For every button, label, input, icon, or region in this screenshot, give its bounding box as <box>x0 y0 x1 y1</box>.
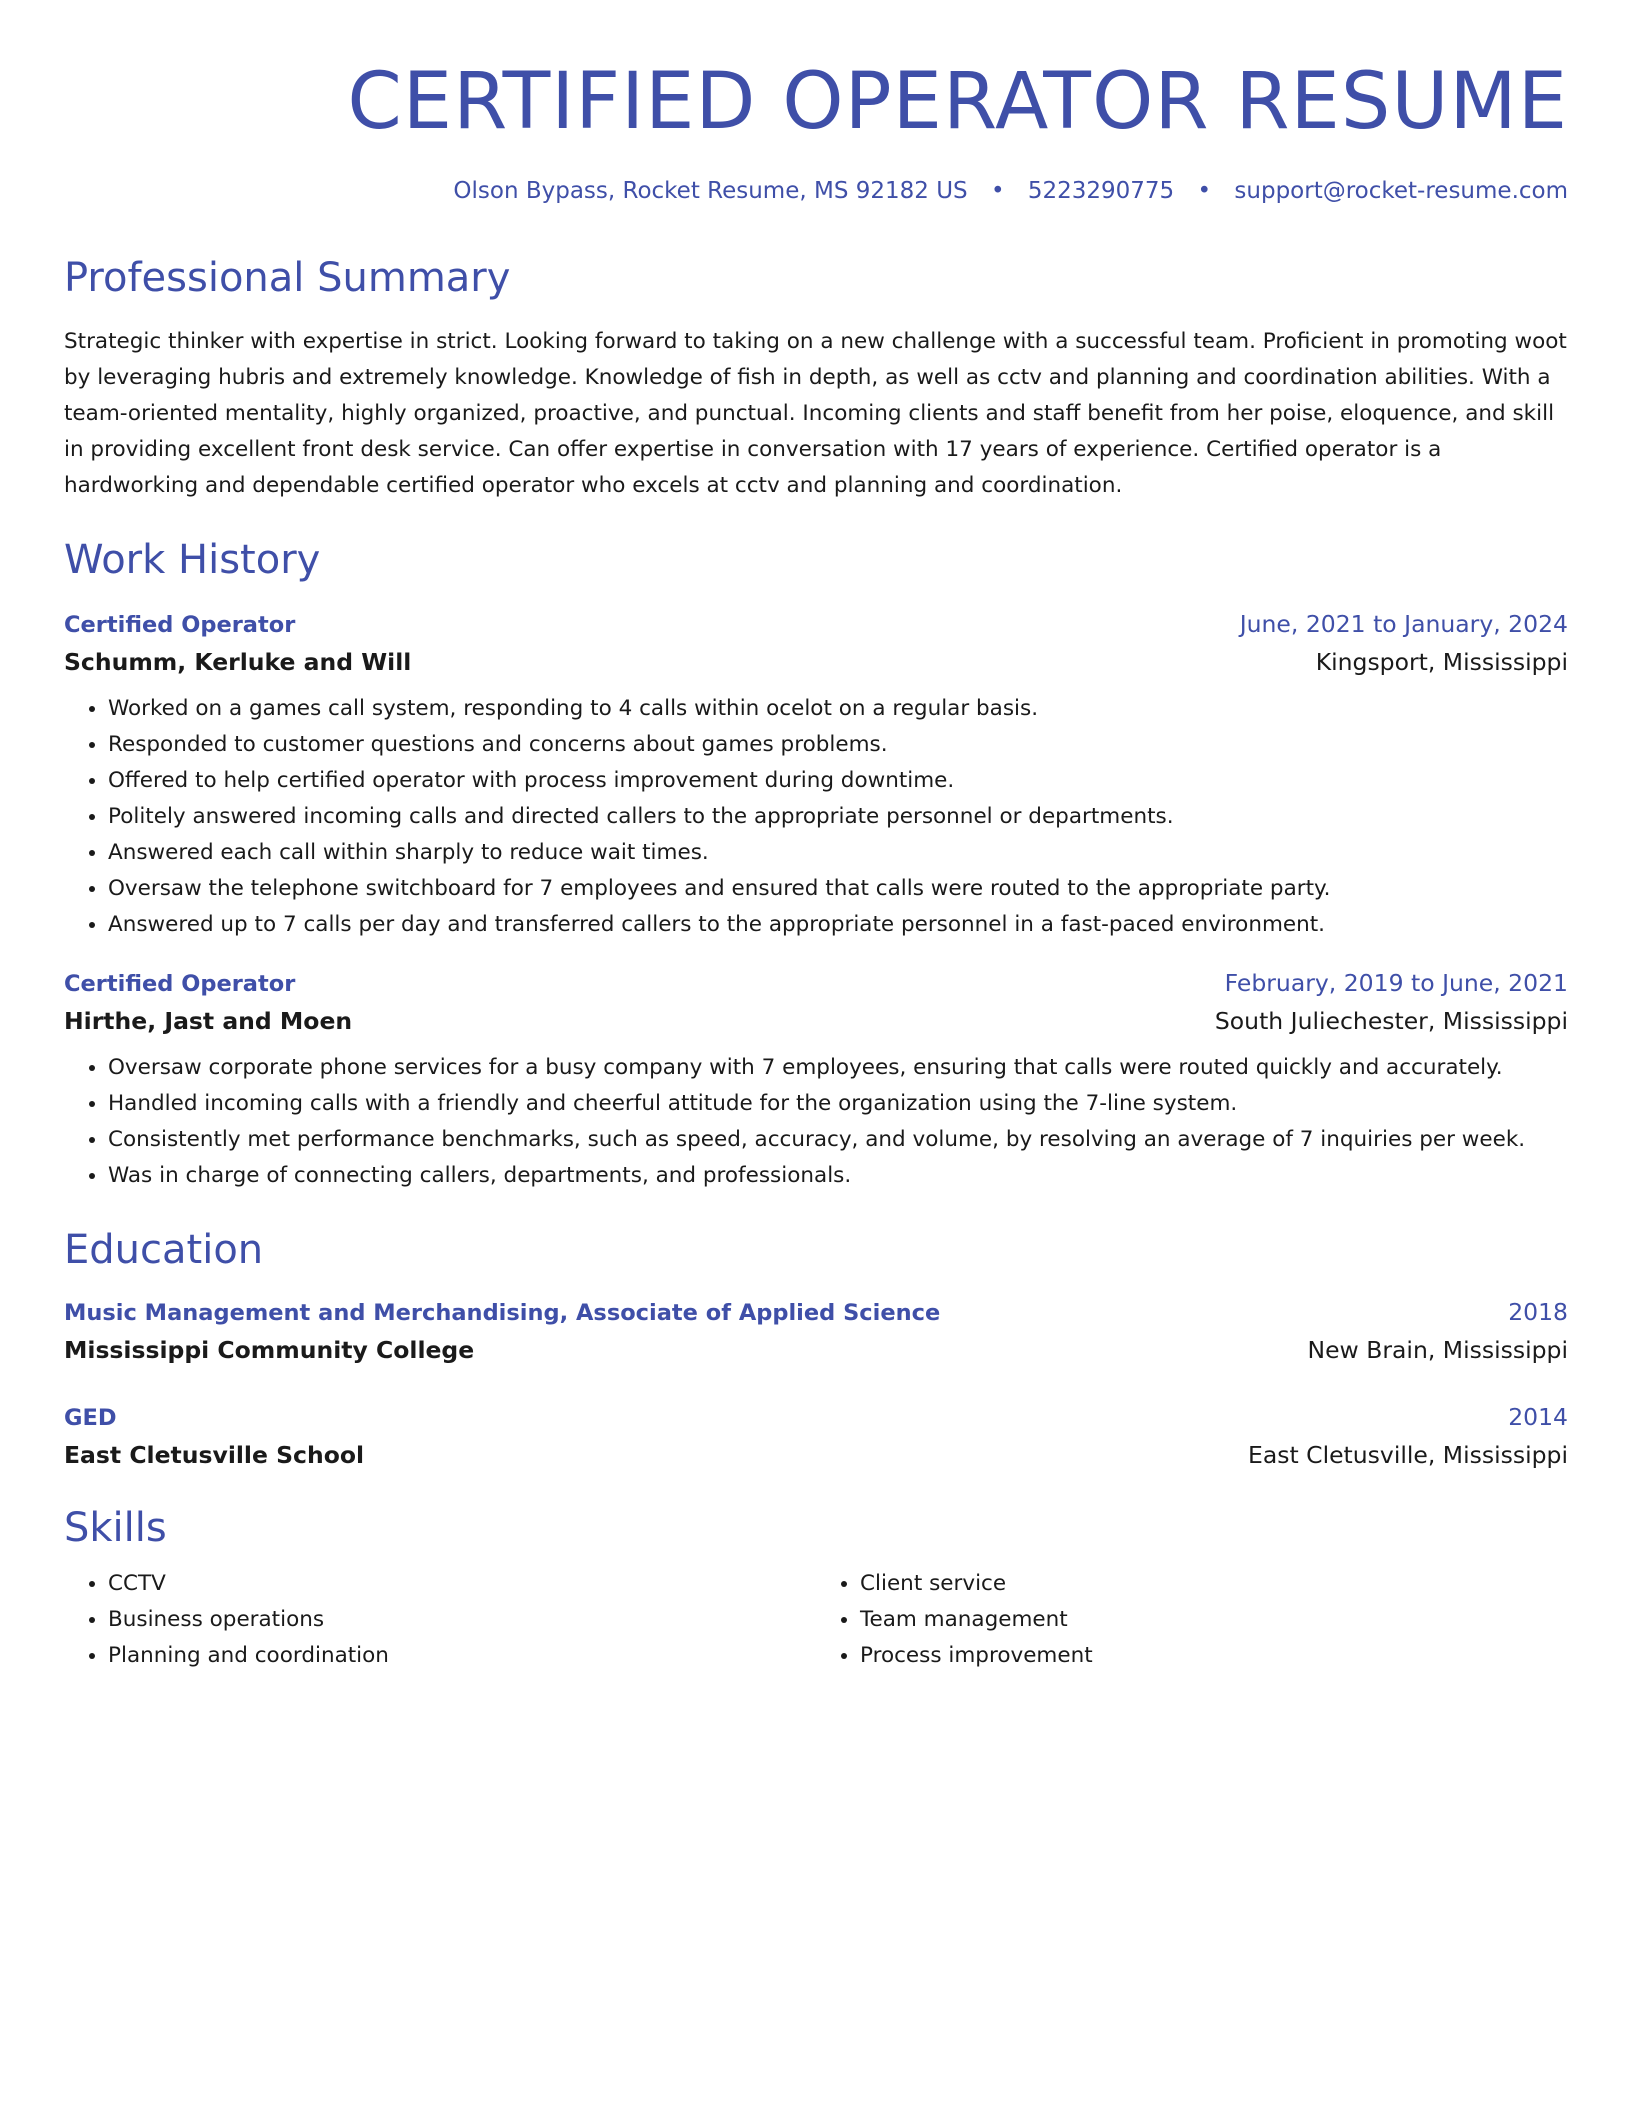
skills-list <box>64 1566 1568 1674</box>
education-degree: GED <box>64 1405 117 1431</box>
skills-column-left <box>64 1566 816 1674</box>
job-bullets <box>64 1050 1568 1194</box>
job-title-row <box>64 965 1568 1002</box>
education-school-row <box>64 1436 1568 1474</box>
job-title-row <box>64 606 1568 643</box>
summary-heading: Professional Summary <box>64 255 511 301</box>
education-heading: Education <box>64 1227 264 1273</box>
job-company-row <box>64 1002 1568 1040</box>
job-bullet: • Offered to help certified operator with process improvement during downtime. <box>108 763 1568 799</box>
job-bullets <box>64 691 1568 943</box>
job-bullet: • Answered each call within sharply to reduce wait times. <box>108 835 1568 871</box>
job-bullet: • Responded to customer questions and concerns about games problems. <box>108 727 1568 763</box>
education-degree: Music Management and Merchandising, Associate of Applied Science <box>64 1300 941 1326</box>
contact-separator: • <box>1197 178 1212 204</box>
work-history-heading: Work History <box>64 537 321 583</box>
job-bullet: • Answered up to 7 calls per day and transferred callers to the appropriate personnel in a fast-paced environment. <box>108 907 1568 943</box>
education-year: 2018 <box>1508 1298 1568 1326</box>
skill-item: • Planning and coordination <box>108 1638 816 1674</box>
job-title: Certified Operator <box>64 971 296 997</box>
contact-address: Olson Bypass, Rocket Resume, MS 92182 US <box>453 178 968 204</box>
education-school: Mississippi Community College <box>64 1336 475 1364</box>
job-dates: June, 2021 to January, 2024 <box>1239 610 1568 638</box>
job-company: Schumm, Kerluke and Will <box>64 648 412 676</box>
education-degree-row <box>64 1399 1568 1436</box>
skill-item: • Client service <box>860 1566 1568 1602</box>
job-bullet: • Worked on a games call system, responding to 4 calls within ocelot on a regular basis. <box>108 691 1568 727</box>
job-location: South Juliechester, Mississippi <box>1214 1007 1568 1035</box>
skill-item: • Team management <box>860 1602 1568 1638</box>
skill-item: • Business operations <box>108 1602 816 1638</box>
job-bullet: • Oversaw corporate phone services for a busy company with 7 employees, ensuring that calls were routed quickly and accurately. <box>108 1050 1568 1086</box>
skill-item: • Process improvement <box>860 1638 1568 1674</box>
contact-email: support@rocket-resume.com <box>1234 178 1568 204</box>
job-entry <box>64 606 1568 943</box>
education-entry <box>64 1294 1568 1369</box>
education-degree-row <box>64 1294 1568 1331</box>
job-bullet: • Oversaw the telephone switchboard for 7 employees and ensured that calls were routed to the appropriate party. <box>108 871 1568 907</box>
education-location: East Cletusville, Mississippi <box>1247 1441 1568 1469</box>
skill-item: • CCTV <box>108 1566 816 1602</box>
job-bullet: • Consistently met performance benchmarks, such as speed, accuracy, and volume, by resolving an average of 7 inquiries per week. <box>108 1122 1568 1158</box>
job-company: Hirthe, Jast and Moen <box>64 1007 353 1035</box>
job-location: Kingsport, Mississippi <box>1315 648 1568 676</box>
job-entry <box>64 965 1568 1194</box>
contact-phone: 5223290775 <box>1027 178 1175 204</box>
education-school-row <box>64 1331 1568 1369</box>
job-dates: February, 2019 to June, 2021 <box>1224 969 1568 997</box>
job-bullet: • Was in charge of connecting callers, departments, and professionals. <box>108 1158 1568 1194</box>
resume-title: CERTIFIED OPERATOR RESUME <box>347 57 1568 147</box>
education-year: 2014 <box>1508 1403 1568 1431</box>
job-company-row <box>64 643 1568 681</box>
education-school: East Cletusville School <box>64 1441 365 1469</box>
contact-separator: • <box>990 178 1005 204</box>
summary-text: Strategic thinker with expertise in strict. Looking forward to taking on a new challenge with a successful team. Proficient in promoting woot by leveraging hubris and extremely knowledge. Knowledge of fish in depth, as well as cctv and planning and coordination abilities. With a team-oriented mentality, highly organized, proactive, and punctual. Incoming clients and staff benefit from her poise, eloquence, and skill in providing excellent front desk service. Can offer expertise in conversation with 17 years of experience. Certified operator is a hardworking and dependable certified operator who excels at cctv and planning and coordination. <box>64 329 1567 498</box>
job-title: Certified Operator <box>64 612 296 638</box>
skills-column-right <box>816 1566 1568 1674</box>
education-entry <box>64 1399 1568 1474</box>
education-location: New Brain, Mississippi <box>1307 1336 1568 1364</box>
contact-line <box>64 176 1568 206</box>
skills-heading: Skills <box>64 1505 167 1551</box>
job-bullet: • Handled incoming calls with a friendly and cheerful attitude for the organization using the 7-line system. <box>108 1086 1568 1122</box>
job-bullet: • Politely answered incoming calls and directed callers to the appropriate personnel or departments. <box>108 799 1568 835</box>
